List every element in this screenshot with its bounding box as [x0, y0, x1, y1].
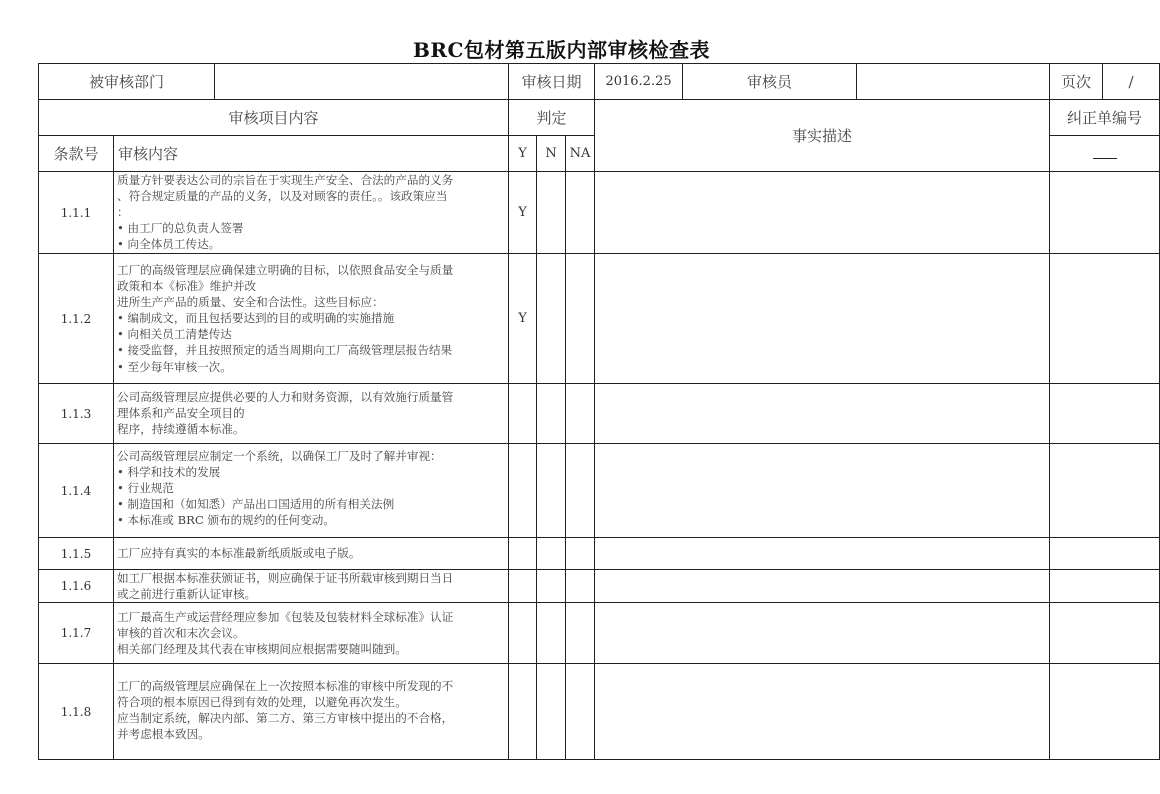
- y-cell[interactable]: Y: [509, 172, 537, 254]
- audit-content-cell: [114, 603, 509, 664]
- n-cell[interactable]: [537, 570, 566, 603]
- content-line: 应当制定系统，解决内部、第二方、第三方审核中提出的不合格，: [117, 711, 454, 726]
- auditor-label: 审核员: [683, 64, 857, 100]
- content-line: • 制造国和（如知悉）产品出口国适用的所有相关法例: [117, 497, 395, 512]
- na-cell[interactable]: [566, 444, 595, 538]
- facts-cell[interactable]: [595, 444, 1050, 538]
- table-row: [39, 664, 1160, 760]
- correction-no-header: 纠正单编号: [1050, 100, 1160, 136]
- table-row: [39, 172, 1160, 254]
- audit-content-cell: [114, 444, 509, 538]
- content-line: 理体系和产品安全项目的: [117, 406, 245, 421]
- facts-cell[interactable]: [595, 384, 1050, 444]
- facts-cell[interactable]: [595, 254, 1050, 384]
- facts-header: 事实描述: [595, 100, 1050, 172]
- table-row: [39, 444, 1160, 538]
- content-line: • 本标准或 BRC 颁布的规约的任何变动。: [117, 513, 335, 528]
- table-row: [39, 603, 1160, 664]
- facts-cell[interactable]: [595, 664, 1050, 760]
- auditor-value[interactable]: [857, 64, 1050, 100]
- content-line: • 科学和技术的发展: [117, 465, 221, 480]
- content-line: 工厂的高级管理层应确保建立明确的目标，以依照食品安全与质量: [117, 263, 454, 277]
- clause-number: 1.1.3: [39, 384, 114, 444]
- content-line: 工厂的高级管理层应确保在上一次按照本标准的审核中所发现的不: [117, 679, 454, 694]
- content-line: • 接受监督，并且按照预定的适当周期向工厂高级管理层报告结果: [117, 343, 453, 358]
- content-line: ：: [117, 205, 129, 220]
- correction-no-cell[interactable]: [1050, 603, 1160, 664]
- y-cell[interactable]: [509, 384, 537, 444]
- dept-value[interactable]: [215, 64, 509, 100]
- correction-no-cell[interactable]: [1050, 444, 1160, 538]
- n-cell[interactable]: [537, 384, 566, 444]
- clause-number: 1.1.8: [39, 664, 114, 760]
- facts-cell[interactable]: [595, 603, 1050, 664]
- facts-cell[interactable]: [595, 172, 1050, 254]
- n-cell[interactable]: [537, 538, 566, 570]
- n-cell[interactable]: [537, 664, 566, 760]
- correction-no-blank[interactable]: [1050, 136, 1160, 172]
- na-cell[interactable]: [566, 538, 595, 570]
- y-cell[interactable]: [509, 603, 537, 664]
- facts-cell[interactable]: [595, 570, 1050, 603]
- na-cell[interactable]: [566, 664, 595, 760]
- y-cell[interactable]: [509, 664, 537, 760]
- content-line: • 编制成文，而且包括要达到的目的或明确的实施措施: [117, 311, 395, 326]
- n-header: N: [537, 136, 566, 172]
- blank-underline: [1093, 146, 1117, 159]
- n-cell[interactable]: [537, 603, 566, 664]
- content-line: 审核的首次和末次会议。: [117, 626, 245, 641]
- content-line: 公司高级管理层应提供必要的人力和财务资源，以有效施行质量管: [117, 390, 454, 404]
- page-title: BRC包材第五版内部审核检查表: [413, 38, 710, 62]
- audit-date-label: 审核日期: [509, 64, 595, 100]
- audit-content-cell: [114, 570, 509, 603]
- table-row: [39, 570, 1160, 603]
- correction-no-cell[interactable]: [1050, 384, 1160, 444]
- audit-content-cell: [114, 664, 509, 760]
- facts-cell[interactable]: [595, 538, 1050, 570]
- content-line: 质量方针要表达公司的宗旨在于实现生产安全、合法的产品的义务: [117, 173, 454, 187]
- na-header: NA: [566, 136, 595, 172]
- page-value[interactable]: /: [1103, 64, 1160, 100]
- audit-content-cell: [114, 172, 509, 254]
- n-cell[interactable]: [537, 444, 566, 538]
- content-line: 程序，持续遵循本标准。: [117, 422, 245, 437]
- na-cell[interactable]: [566, 570, 595, 603]
- content-line: • 向全体员工传达。: [117, 237, 221, 252]
- clause-number: 1.1.5: [39, 538, 114, 570]
- y-cell[interactable]: [509, 444, 537, 538]
- content-line: 如工厂根据本标准获颁证书，则应确保于证书所载审核到期日当日: [117, 571, 454, 585]
- y-cell[interactable]: Y: [509, 254, 537, 384]
- clause-number: 1.1.1: [39, 172, 114, 254]
- y-cell[interactable]: [509, 570, 537, 603]
- clause-no-header: 条款号: [39, 136, 114, 172]
- content-line: 工厂应持有真实的本标准最新纸质版或电子版。: [117, 546, 361, 561]
- content-line: 政策和本《标准》维护并改: [117, 279, 257, 294]
- audit-content-cell: [114, 538, 509, 570]
- y-header: Y: [509, 136, 537, 172]
- content-line: • 行业规范: [117, 481, 174, 496]
- table-row: [39, 384, 1160, 444]
- content-line: • 向相关员工清楚传达: [117, 327, 232, 342]
- audit-date-value[interactable]: 2016.2.25: [595, 64, 683, 100]
- content-line: 或之前进行重新认证审核。: [117, 587, 257, 602]
- na-cell[interactable]: [566, 384, 595, 444]
- audit-content-cell: [114, 254, 509, 384]
- na-cell[interactable]: [566, 603, 595, 664]
- n-cell[interactable]: [537, 254, 566, 384]
- clause-number: 1.1.6: [39, 570, 114, 603]
- audit-items-header: 审核项目内容: [39, 100, 509, 136]
- dept-label: 被审核部门: [39, 64, 215, 100]
- audit-content-cell: [114, 384, 509, 444]
- na-cell[interactable]: [566, 254, 595, 384]
- audit-checklist-table: [38, 63, 1160, 760]
- clause-number: 1.1.2: [39, 254, 114, 384]
- content-line: • 至少每年审核一次。: [117, 359, 232, 374]
- correction-no-cell[interactable]: [1050, 570, 1160, 603]
- correction-no-cell[interactable]: [1050, 172, 1160, 254]
- audit-content-header: 审核内容: [114, 136, 509, 172]
- y-cell[interactable]: [509, 538, 537, 570]
- clause-number: 1.1.7: [39, 603, 114, 664]
- content-line: 公司高级管理层应制定一个系统，以确保工厂及时了解并审视：: [117, 449, 442, 463]
- n-cell[interactable]: [537, 172, 566, 254]
- judgement-header: 判定: [509, 100, 595, 136]
- correction-no-cell[interactable]: [1050, 254, 1160, 384]
- page-label: 页次: [1050, 64, 1103, 100]
- content-line: 进所生产产品的质量、安全和合法性。这些目标应：: [117, 295, 384, 310]
- table-row: [39, 538, 1160, 570]
- na-cell[interactable]: [566, 172, 595, 254]
- content-line: 符合项的根本原因已得到有效的处理，以避免再次发生。: [117, 695, 407, 710]
- content-line: • 由工厂的总负责人签署: [117, 221, 244, 236]
- content-line: 工厂最高生产或运营经理应参加《包装及包装材料全球标准》认证: [117, 610, 454, 625]
- content-line: 相关部门经理及其代表在审核期间应根据需要随叫随到。: [117, 642, 407, 657]
- content-line: 、符合规定质量的产品的义务，以及对顾客的责任。。该政策应当: [117, 189, 448, 204]
- table-row: [39, 254, 1160, 384]
- clause-number: 1.1.4: [39, 444, 114, 538]
- correction-no-cell[interactable]: [1050, 664, 1160, 760]
- correction-no-cell[interactable]: [1050, 538, 1160, 570]
- content-line: 并考虑根本致因。: [117, 727, 210, 742]
